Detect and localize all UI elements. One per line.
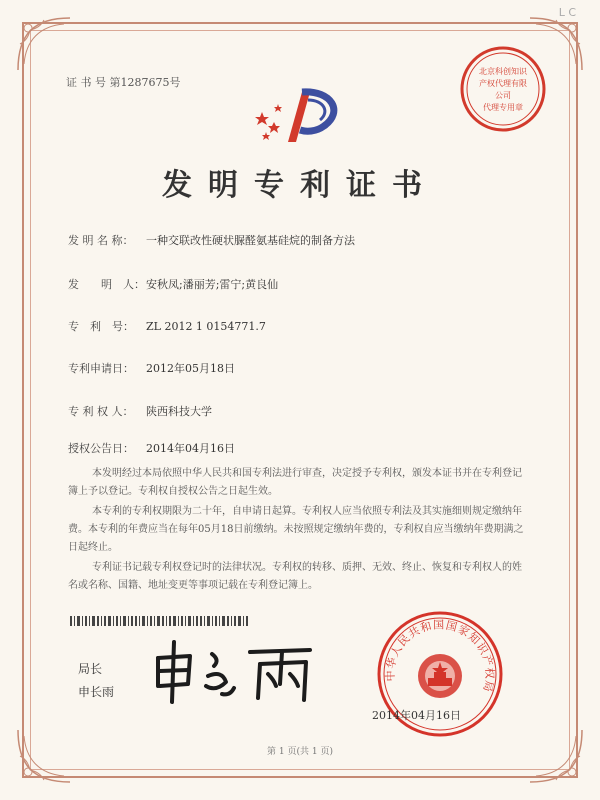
corner-ornament-icon: [14, 14, 74, 74]
field-label: 专 利 号：: [68, 320, 134, 333]
field-value: 2012年05月18日: [146, 362, 235, 375]
field-label: 专利申请日：: [68, 362, 134, 375]
svg-text:公司: 公司: [495, 91, 511, 100]
field-patentee: [68, 403, 212, 419]
certificate-number: 证 书 号 第1287675号: [66, 76, 181, 89]
handwritten-signature-icon: [150, 636, 320, 706]
field-value: 一种交联改性硬状脲醛氨基硅烷的制备方法: [146, 234, 355, 247]
director-title: 局长: [78, 662, 103, 676]
barcode-icon: [70, 616, 250, 626]
field-grant-date: [68, 440, 235, 456]
page-title: 发明专利证书: [162, 168, 438, 203]
field-value: 2014年04月16日: [146, 442, 235, 455]
svg-text:产权代理有限: 产权代理有限: [479, 79, 527, 88]
svg-text:代理专用章: 代理专用章: [483, 103, 523, 112]
paragraph-grant: 本发明经过本局依照中华人民共和国专利法进行审查，决定授予专利权，颁发本证书并在专利登记簿上予以登记。专利权自授权公告之日起生效。: [68, 468, 522, 497]
agency-seal-icon: [458, 44, 548, 134]
field-label: 授权公告日：: [68, 442, 134, 455]
svg-text:北京科创知识: 北京科创知识: [479, 67, 527, 76]
page-footer: 第 1 页(共 1 页): [267, 747, 333, 757]
svg-text:中华人民共和国国家知识产权局: 中华人民共和国国家知识产权局: [383, 618, 497, 694]
field-label: 发 明 名 称：: [68, 234, 134, 247]
paragraph-legal-status: 专利证书记载专利权登记时的法律状况。专利权的转移、质押、无效、终止、恢复和专利权人的姓名或名称、国籍、地址变更等事项记载在专利登记簿上。: [68, 562, 522, 591]
director-name: 申长雨: [78, 685, 115, 699]
field-value: 安秋凤;潘丽芳;雷宁;黄良仙: [146, 278, 279, 291]
field-value: 陕西科技大学: [146, 405, 212, 418]
corner-mark: L C: [558, 6, 576, 19]
field-inventor: [68, 276, 278, 292]
field-patent-number: [68, 318, 266, 334]
paragraph-term: 本专利的专利权期限为二十年，自申请日起算。专利权人应当依照专利法及其实施细则规定缴纳年费。本专利的年费应当在每年05月18日前缴纳。未按照规定缴纳年费的，专利权自应当缴纳年费期满之日起终止。: [68, 506, 524, 553]
field-value: ZL 2012 1 0154771.7: [146, 320, 266, 333]
field-label: 专 利 权 人：: [68, 405, 134, 418]
seal-date: 2014年04月16日: [372, 709, 461, 722]
field-invention-name: [68, 232, 355, 248]
sipo-logo-icon: [252, 82, 352, 144]
field-label: 发 明 人：: [68, 278, 145, 291]
field-application-date: [68, 360, 235, 376]
